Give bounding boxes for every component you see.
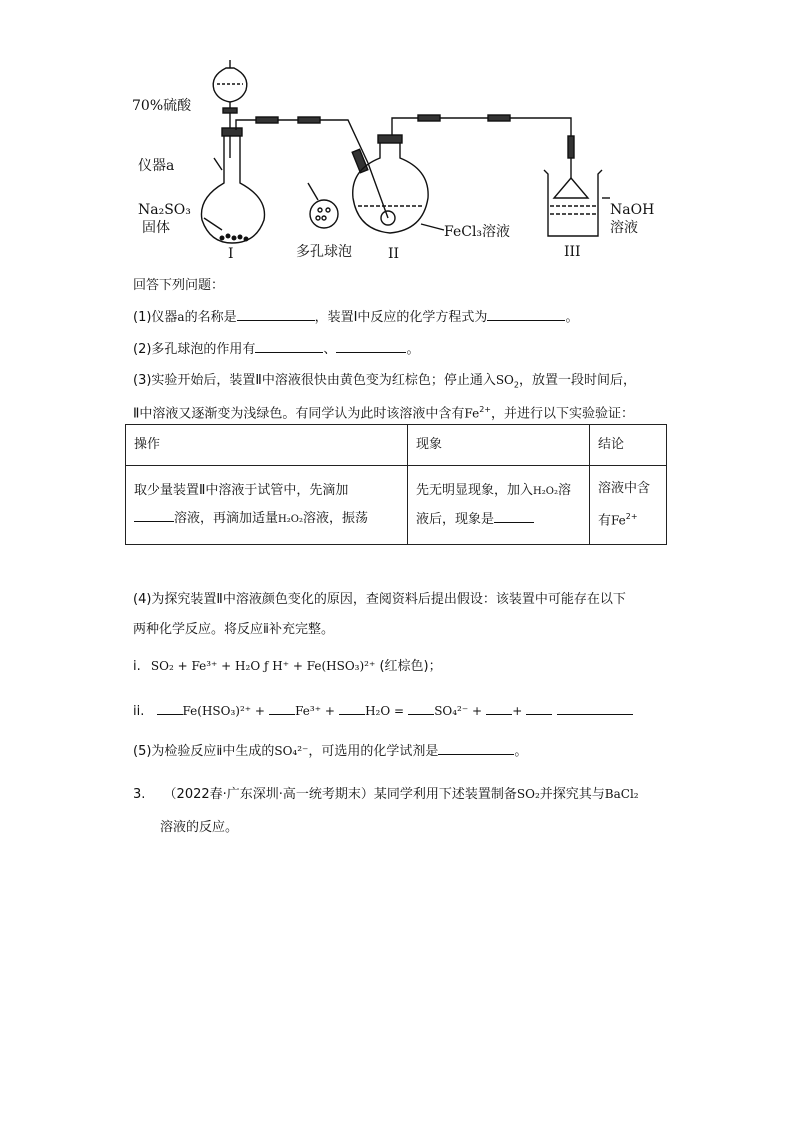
- label-bulb: 多孔球泡: [296, 244, 352, 260]
- porous-bulb: [310, 200, 338, 228]
- q3-text-1b: ，放置一段时间后，: [518, 373, 636, 388]
- reaction-i-equation: SO₂ + Fe³⁺ + H₂O ƒ H⁺ + Fe(HSO₃)²⁺: [150, 659, 376, 673]
- label-fecl3: FeCl₃溶液: [444, 224, 511, 240]
- con-text: 有: [598, 513, 612, 529]
- ph-formula: H₂O₂: [533, 485, 558, 497]
- ph-text-b: 溶: [557, 482, 571, 498]
- table-header-conclusion: 结论: [590, 425, 667, 466]
- q1-symbol: a: [177, 310, 185, 324]
- item-text-a: （2022春·广东深圳·高一统考期末）某同学利用下述装置制备: [163, 787, 517, 802]
- q1-blank-1[interactable]: [237, 306, 315, 321]
- label-instrument: 仪器a: [138, 158, 175, 174]
- coef-blank-5[interactable]: [486, 700, 512, 715]
- label-acid: 70%硫酸: [132, 98, 192, 114]
- dropping-funnel: [213, 68, 247, 102]
- q2-blank-1[interactable]: [255, 338, 323, 353]
- experiment-table: [125, 424, 667, 545]
- q3-formula-fe-sup: 2+: [479, 405, 491, 414]
- op-line-2: [134, 505, 399, 534]
- label-solid-formula: Na₂SO₃: [138, 202, 191, 218]
- question-4-line-1: (4)为探究装置Ⅱ中溶液颜色变化的原因，查阅资料后提出假设：该装置中可能存在以下: [133, 592, 626, 607]
- coef-blank-4[interactable]: [408, 700, 434, 715]
- q1-text-c: ，装置Ⅰ中反应的化学方程式为: [314, 310, 488, 325]
- q3-formula-so2-sub: 2: [513, 380, 519, 390]
- question-3-line-2: [133, 400, 634, 424]
- table-cell-conclusion: [590, 466, 667, 545]
- table-cell-phenomenon: [408, 466, 590, 545]
- reaction-ii: [133, 700, 633, 722]
- item-formula-bacl2: BaCl₂: [604, 787, 639, 801]
- con-line-2: [598, 503, 658, 535]
- ph-line-1: [416, 477, 581, 506]
- item-number: 3.: [133, 787, 146, 802]
- q3-formula-so2: SO: [495, 373, 514, 387]
- question-5: [133, 740, 527, 762]
- q3-text-2a: Ⅱ中溶液又逐渐变为浅绿色。有同学认为此时该溶液中含有: [133, 406, 465, 422]
- label-naoh-solution: 溶液: [610, 220, 638, 236]
- op-text-b: 溶液，振荡: [302, 510, 368, 526]
- table-header-operation: 操作: [126, 425, 408, 466]
- reaction-ii-term-1: Fe(HSO₃)²⁺ +: [182, 704, 265, 718]
- ph-text-c: 液后，现象是: [416, 511, 495, 527]
- q5-text-a: (5)为检验反应ⅱ中生成的: [133, 744, 275, 759]
- question-4-line-2: 两种化学反应。将反应ⅱ补充完整。: [133, 622, 334, 637]
- flask-one: [201, 136, 264, 243]
- label-num-one: I: [228, 246, 234, 262]
- q2-text-c: 。: [406, 342, 420, 357]
- q2-blank-2[interactable]: [336, 338, 406, 353]
- op-formula: H₂O₂: [278, 513, 303, 525]
- q5-blank[interactable]: [438, 740, 514, 755]
- reaction-ii-term-2: Fe³⁺ +: [295, 704, 335, 718]
- question-3-line-1: [133, 370, 636, 396]
- q5-text-c: 。: [514, 744, 528, 759]
- label-naoh: NaOH: [610, 202, 655, 218]
- reaction-i-note: (红棕色)；: [379, 659, 442, 674]
- q3-text-1a: (3)实验开始后，装置Ⅱ中溶液很快由黄色变为红棕色；停止通入: [133, 373, 496, 388]
- apparatus-diagram: [118, 58, 678, 263]
- item-formula-so2: SO₂: [516, 787, 540, 801]
- q5-formula: SO₄²⁻: [274, 744, 309, 758]
- q5-text-b: ，可选用的化学试剂是: [308, 744, 439, 759]
- reaction-ii-term-3: H₂O =: [365, 704, 405, 718]
- reaction-i: [133, 656, 442, 677]
- label-solid: 固体: [142, 220, 170, 236]
- ph-line-2: [416, 506, 581, 534]
- question-1: [133, 306, 578, 328]
- table-cell-operation: [126, 466, 408, 545]
- item-text-b: 并探究其与: [539, 787, 605, 802]
- q2-text-a: (2)多孔球泡的作用有: [133, 342, 256, 357]
- reaction-ii-label: ii.: [133, 704, 145, 719]
- q1-text-a: (1)仪器: [133, 310, 178, 325]
- op-text-a: 溶液，再滴加适量: [174, 510, 279, 526]
- table-header-row: [126, 425, 667, 466]
- ph-text-a: 先无明显现象，加入: [416, 482, 534, 498]
- con-formula-sup: 2+: [625, 511, 638, 521]
- coef-blank-2[interactable]: [269, 700, 295, 715]
- q1-text-b: 的名称是: [184, 310, 237, 325]
- con-line-1: 溶液中含: [598, 480, 651, 496]
- reaction-ii-term-5: +: [512, 704, 523, 718]
- question-3-item: [133, 784, 639, 805]
- coef-blank-6[interactable]: [526, 700, 552, 715]
- con-formula: Fe: [611, 513, 626, 528]
- reaction-i-label: i.: [133, 659, 141, 674]
- coef-blank-3[interactable]: [339, 700, 365, 715]
- ph-blank[interactable]: [494, 508, 534, 523]
- table-row: [126, 466, 667, 545]
- intro-text: 回答下列问题：: [133, 278, 225, 293]
- q3-text-2b: ，并进行以下实验验证：: [490, 406, 634, 422]
- label-num-two: II: [388, 246, 400, 262]
- item-line-2: 溶液的反应。: [160, 820, 239, 835]
- label-num-three: III: [564, 244, 581, 260]
- op-blank[interactable]: [134, 507, 174, 522]
- question-2: [133, 338, 419, 360]
- product-blank[interactable]: [557, 700, 633, 715]
- q1-text-d: 。: [565, 310, 579, 325]
- q2-text-b: 、: [323, 342, 337, 357]
- op-line-1: 取少量装置Ⅱ中溶液于试管中，先滴加: [134, 482, 349, 498]
- coef-blank-1[interactable]: [157, 700, 183, 715]
- table-header-phenomenon: 现象: [408, 425, 590, 466]
- q1-blank-2[interactable]: [487, 306, 565, 321]
- flask-two: [353, 143, 428, 233]
- reaction-ii-term-4: SO₄²⁻ +: [434, 704, 483, 718]
- q3-formula-fe: Fe: [464, 406, 480, 421]
